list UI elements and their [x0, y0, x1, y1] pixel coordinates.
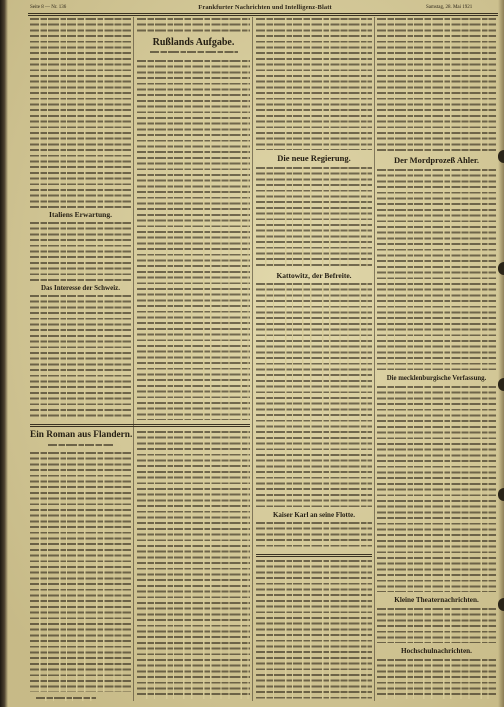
- column-divider: [374, 17, 375, 701]
- feuilleton-body-text: [256, 560, 372, 699]
- article-headline: Das Interesse der Schweiz.: [40, 284, 121, 292]
- article-headline: Kattowitz, der Befreite.: [276, 271, 352, 280]
- article-headline: Die mecklenburgische Verfassung.: [386, 375, 487, 382]
- article-body-text: [30, 222, 131, 282]
- article-headline: Italiens Erwartung.: [49, 210, 112, 219]
- feuilleton-headline: Ein Roman aus Flandern.: [30, 430, 133, 440]
- column-divider: [133, 17, 134, 701]
- section-headline: Kleine Theaternachrichten.: [394, 596, 479, 604]
- article-body-text: [137, 18, 250, 32]
- binder-clip-shadow: [498, 150, 504, 163]
- article-headline: Kaiser Karl an seine Flotte.: [272, 511, 356, 519]
- article-body-text: [377, 659, 496, 699]
- article-body-text: [30, 295, 131, 420]
- column-divider: [252, 17, 253, 701]
- issue-date: Samstag, 28. Mai 1921: [426, 5, 473, 10]
- article-body-text: [377, 18, 496, 151]
- article-body-text: [256, 283, 372, 508]
- article-subheadline: [150, 51, 238, 55]
- article-body-text: [377, 169, 496, 370]
- feuilleton-rule: [30, 424, 250, 427]
- article-body-text: [30, 18, 131, 208]
- article-body-text: [256, 18, 372, 150]
- section-headline: Hochschulnachrichten.: [401, 647, 472, 655]
- article-headline: Rußlands Aufgabe.: [152, 37, 235, 48]
- article-headline: Der Mordprozeß Ahler.: [393, 155, 480, 165]
- binder-clip-shadow: [498, 598, 504, 611]
- feuilleton-body-text: [137, 431, 250, 699]
- article-body-text: [137, 60, 250, 420]
- feuilleton-byline: [48, 444, 113, 448]
- binder-clip-shadow: [498, 378, 504, 391]
- article-body-text: [256, 522, 372, 550]
- binder-clip-shadow: [498, 488, 504, 501]
- binder-clip-shadow: [498, 262, 504, 275]
- feuilleton-rule: [256, 554, 372, 557]
- newspaper-title: Frankfurter Nachrichten und Intelligenz-Blatt: [198, 4, 332, 11]
- article-headline: Die neue Regierung.: [277, 153, 351, 163]
- article-body-text: [377, 608, 496, 643]
- article-body-text: [256, 167, 372, 267]
- article-body-text: [377, 386, 496, 592]
- binding-edge: [0, 0, 8, 707]
- footnote-text: [36, 697, 96, 701]
- feuilleton-body-text: [30, 452, 131, 692]
- page-number: Seite 8 — Nr. 136: [30, 5, 67, 10]
- masthead-rule: [28, 13, 498, 16]
